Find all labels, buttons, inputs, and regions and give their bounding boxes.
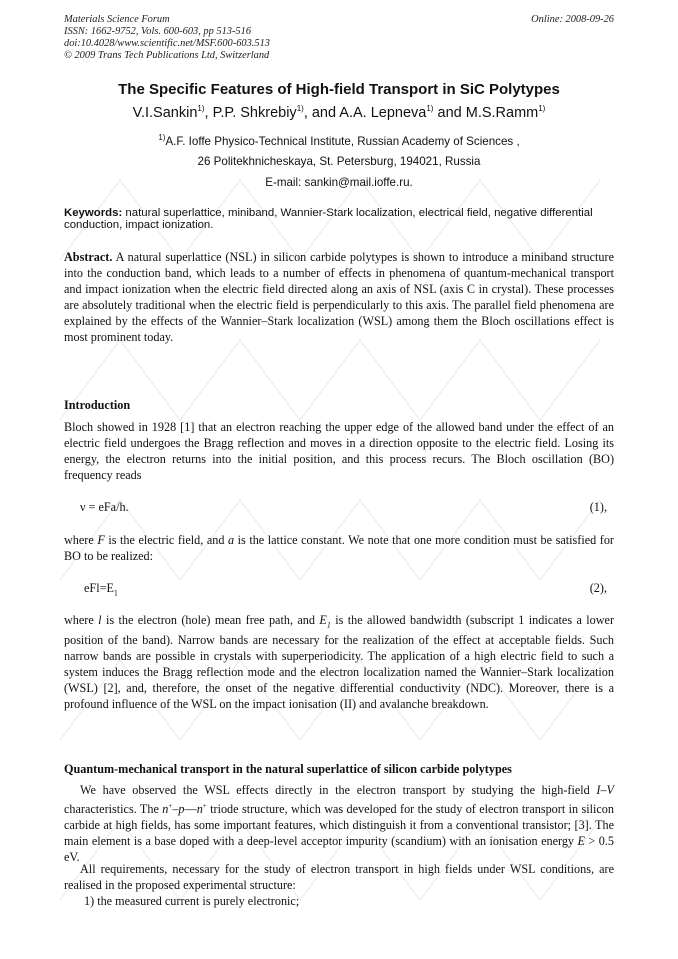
superscript-plus: +	[168, 801, 173, 810]
intro-paragraph-1: Bloch showed in 1928 [1] that an electron reaching the upper edge of the allowed band under the effect of an electric field undergoes the Bragg reflection and moves in a direction opposite to the electric field. Losing its energy, the electron returns into the initial position, and this process recurs. The Bloch oscillation (BO) frequency reads	[64, 420, 614, 482]
copyright-line: © 2009 Trans Tech Publications Ltd, Switzerland	[64, 50, 270, 61]
abstract-text: A natural superlattice (NSL) in silicon carbide polytypes is shown to introduce a miniband structure into the conduction band, which leads to a number of effects in phenomena of quantum-mechanical transport and impact ionization when the electric field directed along an axis of NSL (axis C in crystal). These processes are absolutely traditional when the electric field is perpendicularly to this axis. The parallel field phenomena are explained by the effects of the Wannier–Stark localization (WSL) among them the Bloch oscillations effect is most prominent today.	[64, 250, 614, 344]
keywords	[64, 207, 614, 231]
superscript-plus: +	[202, 801, 207, 810]
abstract	[64, 250, 614, 345]
equation-2-number: (2),	[589, 581, 607, 595]
equation-1: ν = eFa/h.	[80, 500, 129, 514]
text-run: is the lattice constant. We note that one more condition must be satisfied for BO to be realized:	[64, 533, 614, 563]
online-date: Online: 2008-09-26	[531, 14, 614, 25]
abstract-label: Abstract.	[64, 250, 113, 264]
var-l: l	[98, 613, 102, 627]
author-name: , P.P. Shkrebiy	[204, 104, 297, 121]
affiliation-text: A.F. Ioffe Physico-Technical Institute, Russian Academy of Sciences ,	[165, 134, 520, 148]
equation-2	[84, 581, 118, 597]
text-run: is the electric field, and	[104, 533, 228, 547]
equation-2-subscript: 1	[113, 588, 118, 598]
list-item: 1) the measured current is purely electronic;	[84, 894, 300, 908]
author-name: V.I.Sankin	[132, 104, 198, 121]
paper-title: The Specific Features of High-field Transport in SiC Polytypes	[118, 81, 560, 98]
text-run: triode structure, which was developed for the study of electron transport in silicon carbide at high fields, has some important features, which distinguish it from a conventional transistor; [3]. The main element is a base doped with a deep-level acceptor impurity (scandium) with an ionisation energy	[64, 801, 614, 848]
text-run: —	[184, 801, 197, 816]
var-n: n	[196, 801, 203, 816]
keywords-text: natural superlattice, miniband, Wannier-Stark localization, electrical field, negative differential conduction, impact ionization.	[64, 207, 593, 231]
text-run: where	[64, 613, 99, 627]
var-n: n	[162, 801, 169, 816]
keywords-label: Keywords:	[64, 207, 123, 219]
text-run: > 0.5 eV.	[64, 833, 614, 864]
var-E: E	[319, 613, 327, 627]
affiliation-line-2: 26 Politekhnicheskaya, St. Petersburg, 194021, Russia	[197, 155, 481, 168]
author-name: , and A.A. Lepneva	[303, 104, 427, 121]
var-E-subscript: 1	[326, 620, 331, 630]
intro-paragraph-3	[64, 613, 614, 713]
var-E: E	[577, 833, 585, 848]
journal-name: Materials Science Forum	[64, 14, 170, 25]
equation-1-number: (1),	[589, 500, 607, 514]
text-run: characteristics. The	[64, 801, 163, 816]
section-heading-introduction: Introduction	[64, 398, 131, 412]
text-run: is the electron (hole) mean free path, and	[101, 613, 320, 627]
author-name: and M.S.Ramm	[433, 104, 539, 121]
journal-header	[64, 14, 270, 62]
var-p: p	[178, 801, 185, 816]
var-F: F	[97, 533, 105, 547]
var-IV: I–V	[596, 783, 614, 797]
affiliation-mark: 1)	[426, 104, 434, 113]
affiliation-mark: 1)	[296, 104, 304, 113]
section-heading-quantum-transport: Quantum-mechanical transport in the natural superlattice of silicon carbide polytypes	[64, 762, 512, 776]
author-list	[0, 104, 678, 121]
affiliation-mark: 1)	[538, 104, 546, 113]
author-email: E-mail: sankin@mail.ioffe.ru.	[265, 176, 413, 189]
text-run: We have observed the WSL effects directly in the electron transport by studying the high-field	[80, 783, 597, 797]
affiliation-mark: 1)	[158, 133, 166, 142]
doi-line: doi:10.4028/www.scientific.net/MSF.600-603.513	[64, 38, 270, 49]
intro-paragraph-2	[64, 533, 614, 565]
var-a: a	[227, 533, 235, 547]
text-run: where	[64, 533, 98, 547]
issn-line: ISSN: 1662-9752, Vols. 600-603, pp 513-516	[64, 26, 252, 37]
affiliation-mark: 1)	[197, 104, 205, 113]
text-run: –	[172, 801, 179, 816]
equation-2-main: eFl=E	[84, 581, 114, 595]
section2-paragraph-2: All requirements, necessary for the study of electron transport in high fields under WSL conditions, are realised in the proposed experimental structure:	[64, 862, 614, 892]
text-run: is the allowed bandwidth (subscript 1 indicates a lower position of the band). Narrow bands are necessary for the realization of the effect at acceptable fields. Such narrow bands are possible in crystals with superperiodicity. The application of a high electric field to such a system induces the Bragg reflection mode and the electron localization named the Wannier–Stark localization (WSL) [2], and, therefore, the onset of the negative differential conductivity (NDC). Moreover, there is a profound influence of the WSL on the impact ionisation (II) and avalanche breakdown.	[64, 613, 614, 711]
affiliation-line-1	[0, 133, 678, 148]
section2-paragraph-1	[64, 783, 614, 866]
